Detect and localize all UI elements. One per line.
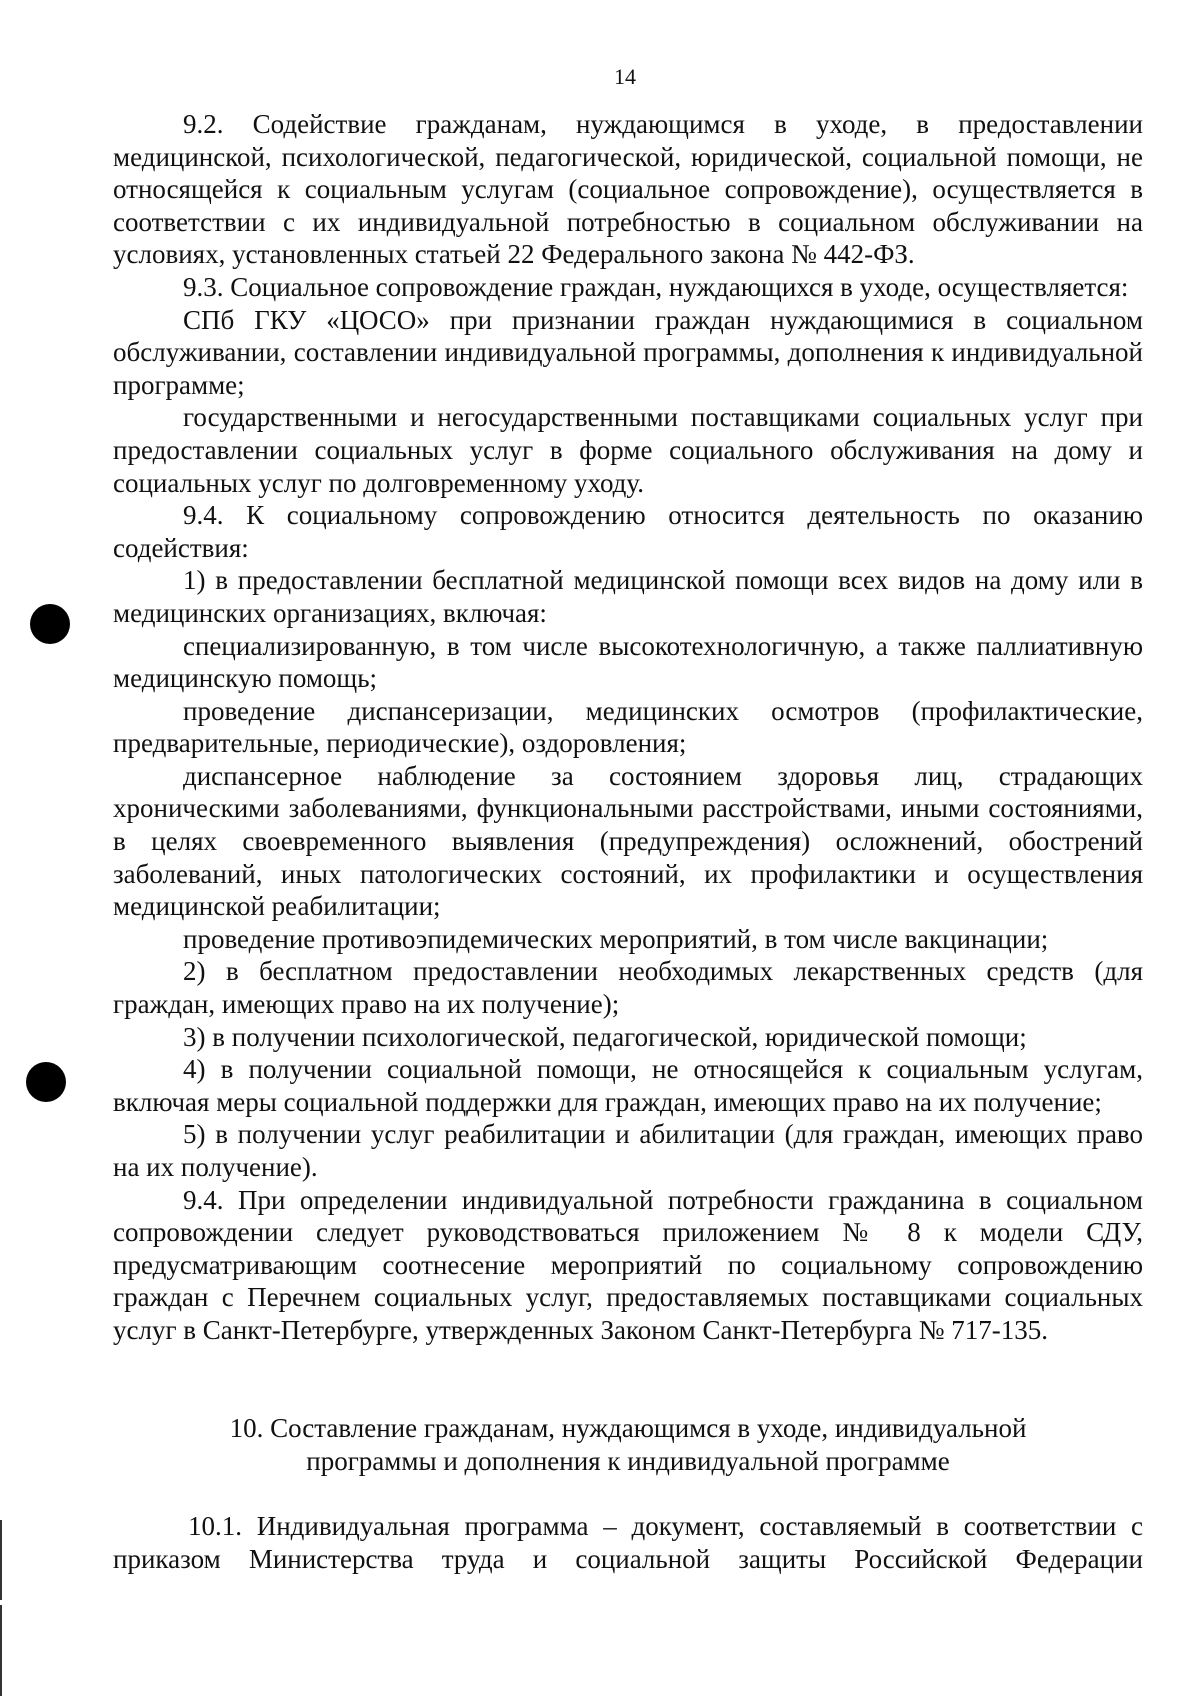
- sub-item-vaccination: проведение противоэпидемических мероприятий, в том числе вакцинации;: [183, 923, 1049, 954]
- paragraph-9-4: 9.4. К социальному сопровождению относится деятельность по оказанию содействия:: [113, 500, 1143, 563]
- list-item-1: 1) в предоставлении бесплатной медицинской помощи всех видов на дому или в медицинских организациях, включая:: [113, 565, 1143, 628]
- sub-item-specialized: специализированную, в том числе высокотехнологичную, а также паллиативную медицинскую помощь;: [113, 630, 1143, 694]
- paragraph-9-4-second: 9.4. При определении индивидуальной потребности гражданина в социальном сопровождении следует руководствоваться приложением № 8 к модели СДУ, предусматривающим соотнесение мероприятий по социальному сопровождению граждан с Перечнем социальных услуг, предоставляемых поставщиками социальных услуг в Санкт-Петербурге, утвержденных Законом Санкт-Петербурга № 717-135.: [113, 1184, 1143, 1345]
- scan-edge-mark: [0, 1605, 2, 1696]
- sub-item-dispensary: проведение диспансеризации, медицинских осмотров (профилактические, предварительные, периодические), оздоровления;: [113, 695, 1143, 759]
- list-item-4: 4) в получении социальной помощи, не относящейся к социальным услугам, включая меры социальной поддержки для граждан, имеющих право на их получение;: [113, 1054, 1143, 1117]
- paragraph-9-3: 9.3. Социальное сопровождение граждан, нуждающихся в уходе, осуществляется:: [183, 271, 1129, 302]
- paragraph-10-1: 10.1. Индивидуальная программа – документ, составляемый в соответствии с приказом Министерства труда и социальной защиты Российской Федерации: [113, 1511, 1143, 1574]
- punch-hole: [26, 1062, 66, 1102]
- list-item-5: 5) в получении услуг реабилитации и абилитации (для граждан, имеющих право на их получение).: [113, 1119, 1143, 1182]
- page-number: 14: [614, 64, 636, 89]
- section-heading: [113, 1412, 1143, 1477]
- scan-edge-mark: [0, 1520, 2, 1600]
- paragraph-cso: СПб ГКУ «ЦОСО» при признании граждан нуждающимися в социальном обслуживании, составлении индивидуальной программы, дополнения к индивидуальной программе;: [113, 304, 1143, 400]
- section-heading-line-2: программы и дополнения к индивидуальной программе: [306, 1445, 950, 1476]
- paragraph-9-2: 9.2. Содействие гражданам, нуждающимся в уходе, в предоставлении медицинской, психологической, педагогической, юридической, социальной помощи, не относящейся к социальным услугам (социальное сопровождение), осуществляется в соответствии с их индивидуальной потребностью в социальном обслуживании на условиях, установленных статьей 22 Федерального закона № 442-ФЗ.: [113, 109, 1143, 270]
- section-heading-line-1: 10. Составление гражданам, нуждающимся в уходе, индивидуальной: [229, 1413, 1027, 1443]
- paragraph-providers: государственными и негосударственными поставщиками социальных услуг при предоставлении социальных услуг в форме социального обслуживания на дому и социальных услуг по долговременному уходу.: [113, 402, 1143, 498]
- list-item-2: 2) в бесплатном предоставлении необходимых лекарственных средств (для граждан, имеющих право на их получение);: [113, 956, 1143, 1020]
- punch-hole: [30, 604, 70, 644]
- section-body: [113, 1510, 1143, 1575]
- list-item-3: 3) в получении психологической, педагогической, юридической помощи;: [183, 1021, 1027, 1052]
- sub-item-observation: диспансерное наблюдение за состоянием здоровья лиц, страдающих хроническими заболеваниями, функциональными расстройствами, иными состояниями, в целях своевременного выявления (предупреждения) осложнений, обострений заболеваний, иных патологических состояний, их профилактики и осуществления медицинской реабилитации;: [113, 760, 1143, 922]
- body-text: [113, 108, 1143, 1347]
